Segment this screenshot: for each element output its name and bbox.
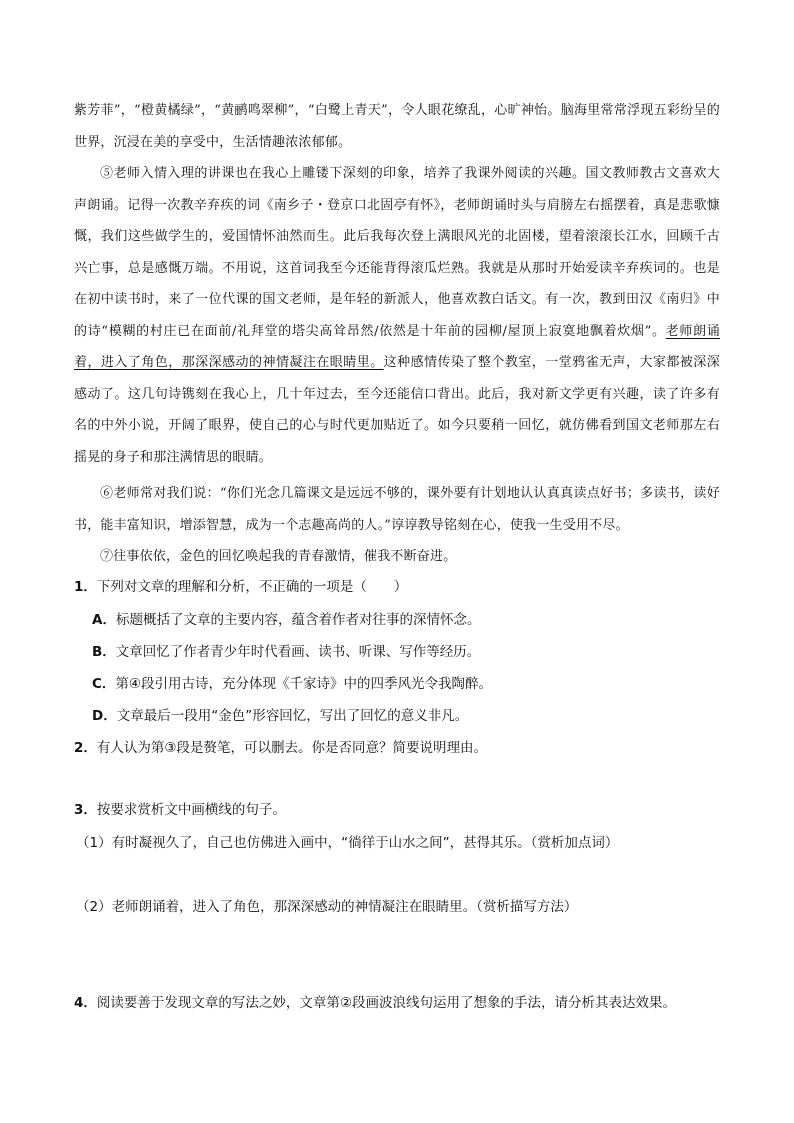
passage-paragraph-7 (74, 541, 720, 573)
question-3-part-2 (76, 897, 736, 917)
option-text: 文章最后一段用“金色”形容回忆，写出了回忆的意义非凡。 (116, 708, 469, 724)
sub-question-text: （1）有时凝视久了，自己也仿佛进入画中，“徜徉于山水之间”，甚得其乐。（赏析加点词） (76, 835, 619, 851)
underlined-sentence: 老师朗诵着，进入了角色，那深深感动的神情凝注在眼睛里。 (74, 323, 720, 370)
paragraph-text: 这种感情传染了整个教室，一堂鸦雀无声，大家都被深深感动了。这几句诗镌刻在我心上，几十年过去，至今还能信口背出。此后，我对新文学更有兴趣，读了许多有名的中外小说，开阔了眼界，使自己的心与时代更加贴近了。如今只要稍一回忆，就仿佛看到国文老师那左右摇晃的身子和那注满情思的眼睛。 (74, 355, 720, 465)
passage-paragraph-5 (74, 158, 720, 473)
question-2 (74, 738, 734, 758)
question-stem: 按要求赏析文中画横线的句子。 (96, 802, 286, 818)
paragraph-text: ⑥老师常对我们说：“你们光念几篇课文是远远不够的，课外要有计划地认认真真读点好书；多读书，读好书，能丰富知识，增添智慧，成为一个志趣高尚的人。”谆谆教导铭刻在心，使我一生受用不尽。 (74, 486, 720, 533)
option-letter: B． (92, 644, 116, 660)
question-stem: 下列对文章的理解和分析，不正确的一项是（ ） (96, 579, 408, 595)
question-3-part-1 (76, 833, 736, 853)
option-text: 标题概括了文章的主要内容，蕴含着作者对往事的深情怀念。 (115, 612, 481, 628)
question-1 (74, 577, 734, 597)
paragraph-text: 紫芳菲”，“橙黄橘绿”，“黄鹂鸣翠柳”，“白鹭上青天”，令人眼花缭乱，心旷神怡。脑海里常常浮现五彩纷呈的世界，沉浸在美的享受中，生活情趣浓浓郁郁。 (74, 103, 720, 150)
sub-question-text: （2）老师朗诵着，进入了角色，那深深感动的神情凝注在眼睛里。（赏析描写方法） (76, 899, 578, 915)
option-letter: C． (92, 676, 116, 692)
option-c[interactable] (92, 674, 752, 694)
question-number: 1． (74, 579, 97, 595)
option-d[interactable] (92, 706, 752, 726)
question-3 (74, 800, 734, 820)
question-stem: 有人认为第③段是赘笔，可以删去。你是否同意？简要说明理由。 (96, 740, 488, 756)
question-number: 2． (74, 740, 97, 756)
paragraph-text: ⑦往事依依，金色的回忆唤起我的青春激情，催我不断奋进。 (100, 549, 457, 564)
question-stem: 阅读要善于发现文章的写法之妙，文章第②段画波浪线句运用了想象的手法，请分析其表达效果。 (96, 995, 677, 1011)
paragraph-text: ⑤老师入情入理的讲课也在我心上雕镂下深刻的印象，培养了我课外阅读的兴趣。国文教师教古文喜欢大声朗诵。记得一次教辛弃疾的词《南乡子・登京口北固亭有怀》，老师朗诵时头与肩膀左右摇摆着，真是悲歌慷慨，我们这些做学生的，爱国情怀油然而生。此后我每次登上满眼风光的北固楼，望着滚滚长江水，回顾千古兴亡事，总是感慨万端。不用说，这首词我至今还能背得滚瓜烂熟。我就是从那时开始爱读辛弃疾词的。也是在初中读书时，来了一位代课的国文老师，是年轻的新派人，他喜欢教白话文。有一次，教到田汉《南归》中的诗“模糊的村庄已在面前/礼拜堂的塔尖高耸昂然/依然是十年前的园柳/屋顶上寂寞地飘着炊烟”。 (74, 166, 720, 339)
option-letter: A． (92, 612, 116, 628)
passage-paragraph-continued (74, 95, 720, 158)
question-4 (74, 993, 734, 1013)
option-text: 文章回忆了作者青少年时代看画、读书、听课、写作等经历。 (115, 644, 481, 660)
option-letter: D． (92, 708, 117, 724)
option-a[interactable] (92, 610, 752, 630)
option-b[interactable] (92, 642, 752, 662)
option-text: 第④段引用古诗，充分体现《千家诗》中的四季风光令我陶醉。 (115, 676, 493, 692)
question-number: 3． (74, 802, 97, 818)
question-number: 4． (74, 995, 97, 1011)
passage-paragraph-6 (74, 478, 720, 541)
